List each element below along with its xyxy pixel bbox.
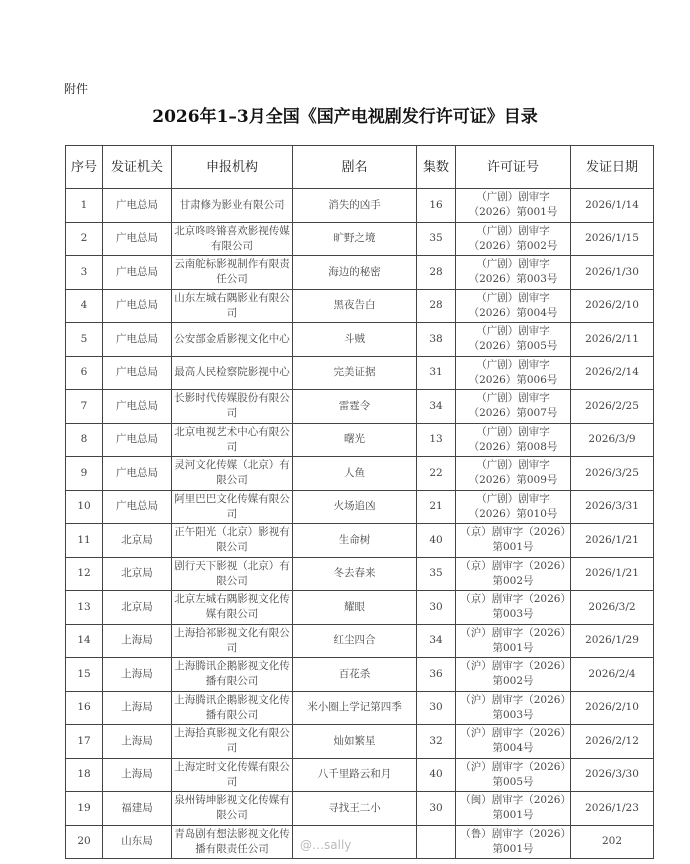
cell-issue-date: 2026/1/15 <box>571 222 654 256</box>
cell-license-number: （广剧）剧审字（2026）第008号 <box>456 423 571 457</box>
table-row <box>66 189 654 223</box>
cell-license-number: （广剧）剧审字（2026）第007号 <box>456 390 571 424</box>
cell-issue-date: 2026/2/4 <box>571 658 654 692</box>
cell-license-number: （广剧）剧审字（2026）第001号 <box>456 189 571 223</box>
cell-drama-title: 耀眼 <box>293 591 417 625</box>
cell-index: 5 <box>66 323 103 357</box>
cell-issuer: 广电总局 <box>103 356 172 390</box>
table-row <box>66 524 654 558</box>
cell-license-number: （闽）剧审字（2026）第001号 <box>456 792 571 826</box>
cell-index: 10 <box>66 490 103 524</box>
cell-index: 8 <box>66 423 103 457</box>
cell-episodes: 38 <box>417 323 456 357</box>
cell-issuer: 上海局 <box>103 624 172 658</box>
cell-issuer: 广电总局 <box>103 222 172 256</box>
cell-issuer: 广电总局 <box>103 390 172 424</box>
cell-episodes: 30 <box>417 591 456 625</box>
cell-episodes: 28 <box>417 289 456 323</box>
cell-license-number: （京）剧审字（2026）第003号 <box>456 591 571 625</box>
cell-license-number: （广剧）剧审字（2026）第002号 <box>456 222 571 256</box>
cell-drama-title: 百花杀 <box>293 658 417 692</box>
cell-drama-title: 完美证据 <box>293 356 417 390</box>
cell-episodes: 13 <box>417 423 456 457</box>
cell-issue-date: 2026/2/10 <box>571 289 654 323</box>
cell-episodes: 28 <box>417 256 456 290</box>
cell-drama-title: 旷野之境 <box>293 222 417 256</box>
table-row <box>66 758 654 792</box>
table-row <box>66 390 654 424</box>
cell-applicant: 青岛剧有想法影视文化传播有限责任公司 <box>172 825 293 859</box>
cell-issue-date: 202 <box>571 825 654 859</box>
header-index: 序号 <box>66 146 103 189</box>
cell-episodes: 35 <box>417 557 456 591</box>
cell-index: 13 <box>66 591 103 625</box>
cell-index: 16 <box>66 691 103 725</box>
table-row <box>66 825 654 859</box>
cell-applicant: 北京咚咚锵喜欢影视传媒有限公司 <box>172 222 293 256</box>
cell-issue-date: 2026/1/21 <box>571 524 654 558</box>
cell-issue-date: 2026/2/11 <box>571 323 654 357</box>
table-row <box>66 490 654 524</box>
cell-license-number: （广剧）剧审字（2026）第004号 <box>456 289 571 323</box>
cell-index: 15 <box>66 658 103 692</box>
cell-index: 6 <box>66 356 103 390</box>
table-row <box>66 725 654 759</box>
table-row <box>66 624 654 658</box>
cell-index: 4 <box>66 289 103 323</box>
cell-applicant: 上海腾讯企鹅影视文化传播有限公司 <box>172 658 293 692</box>
license-table <box>65 145 654 859</box>
table-row <box>66 222 654 256</box>
cell-license-number: （广剧）剧审字（2026）第010号 <box>456 490 571 524</box>
cell-episodes: 16 <box>417 189 456 223</box>
cell-issuer: 广电总局 <box>103 289 172 323</box>
cell-applicant: 上海拾真影视文化有限公司 <box>172 725 293 759</box>
cell-license-number: （广剧）剧审字（2026）第005号 <box>456 323 571 357</box>
cell-issuer: 上海局 <box>103 725 172 759</box>
cell-issuer: 福建局 <box>103 792 172 826</box>
cell-issuer: 上海局 <box>103 758 172 792</box>
cell-drama-title: 人鱼 <box>293 457 417 491</box>
cell-issue-date: 2026/3/30 <box>571 758 654 792</box>
cell-issue-date: 2026/3/2 <box>571 591 654 625</box>
header-issue-date: 发证日期 <box>571 146 654 189</box>
cell-license-number: （京）剧审字（2026）第001号 <box>456 524 571 558</box>
cell-episodes: 30 <box>417 792 456 826</box>
cell-issue-date: 2026/2/25 <box>571 390 654 424</box>
document-title: 2026年1–3月全国《国产电视剧发行许可证》目录 <box>152 107 538 127</box>
cell-drama-title: 米小圈上学记第四季 <box>293 691 417 725</box>
cell-issuer: 北京局 <box>103 524 172 558</box>
cell-index: 14 <box>66 624 103 658</box>
cell-drama-title: 寻找王二小 <box>293 792 417 826</box>
cell-issuer: 广电总局 <box>103 490 172 524</box>
cell-license-number: （沪）剧审字（2026）第004号 <box>456 725 571 759</box>
cell-license-number: （鲁）剧审字（2026）第001号 <box>456 825 571 859</box>
cell-episodes: 35 <box>417 222 456 256</box>
cell-index: 18 <box>66 758 103 792</box>
cell-index: 11 <box>66 524 103 558</box>
cell-index: 12 <box>66 557 103 591</box>
cell-license-number: （广剧）剧审字（2026）第006号 <box>456 356 571 390</box>
cell-index: 1 <box>66 189 103 223</box>
cell-issuer: 北京局 <box>103 557 172 591</box>
cell-issuer: 广电总局 <box>103 189 172 223</box>
cell-drama-title: 生命树 <box>293 524 417 558</box>
cell-issue-date: 2026/2/14 <box>571 356 654 390</box>
cell-drama-title: 消失的凶手 <box>293 189 417 223</box>
attachment-label: 附件 <box>64 82 89 96</box>
cell-index: 2 <box>66 222 103 256</box>
cell-episodes: 36 <box>417 658 456 692</box>
cell-issuer: 山东局 <box>103 825 172 859</box>
cell-applicant: 正午阳光（北京）影视有限公司 <box>172 524 293 558</box>
cell-episodes: 32 <box>417 725 456 759</box>
cell-episodes: 22 <box>417 457 456 491</box>
cell-issue-date: 2026/1/21 <box>571 557 654 591</box>
table-row <box>66 691 654 725</box>
cell-issue-date: 2026/3/25 <box>571 457 654 491</box>
table-row <box>66 289 654 323</box>
table-row <box>66 323 654 357</box>
cell-index: 9 <box>66 457 103 491</box>
table-row <box>66 792 654 826</box>
header-license-number: 许可证号 <box>456 146 571 189</box>
cell-applicant: 上海定时文化传媒有限公司 <box>172 758 293 792</box>
cell-drama-title: 八千里路云和月 <box>293 758 417 792</box>
cell-drama-title: 黑夜告白 <box>293 289 417 323</box>
cell-drama-title: 红尘四合 <box>293 624 417 658</box>
cell-issuer: 广电总局 <box>103 256 172 290</box>
table-row <box>66 256 654 290</box>
cell-applicant: 山东左城右隅影业有限公司 <box>172 289 293 323</box>
cell-license-number: （沪）剧审字（2026）第005号 <box>456 758 571 792</box>
cell-issuer: 上海局 <box>103 658 172 692</box>
cell-drama-title: 冬去春来 <box>293 557 417 591</box>
cell-issuer: 广电总局 <box>103 323 172 357</box>
cell-applicant: 北京左城右隅影视文化传媒有限公司 <box>172 591 293 625</box>
header-issuer: 发证机关 <box>103 146 172 189</box>
cell-applicant: 甘肃修为影业有限公司 <box>172 189 293 223</box>
cell-episodes: 30 <box>417 691 456 725</box>
cell-index: 17 <box>66 725 103 759</box>
cell-episodes: 34 <box>417 624 456 658</box>
header-applicant: 申报机构 <box>172 146 293 189</box>
table-row <box>66 557 654 591</box>
cell-applicant: 公安部金盾影视文化中心 <box>172 323 293 357</box>
cell-drama-title: 火场追凶 <box>293 490 417 524</box>
cell-issue-date: 2026/3/9 <box>571 423 654 457</box>
table-header-row <box>66 146 654 189</box>
header-drama-title: 剧名 <box>293 146 417 189</box>
cell-issuer: 北京局 <box>103 591 172 625</box>
cell-applicant: 泉州铸坤影视文化传媒有限公司 <box>172 792 293 826</box>
cell-episodes: 40 <box>417 758 456 792</box>
cell-applicant: 阿里巴巴文化传媒有限公司 <box>172 490 293 524</box>
cell-license-number: （广剧）剧审字（2026）第009号 <box>456 457 571 491</box>
cell-episodes: 34 <box>417 390 456 424</box>
cell-episodes: 21 <box>417 490 456 524</box>
cell-license-number: （广剧）剧审字（2026）第003号 <box>456 256 571 290</box>
cell-license-number: （沪）剧审字（2026）第003号 <box>456 691 571 725</box>
cell-drama-title: 雷霆令 <box>293 390 417 424</box>
cell-issuer: 广电总局 <box>103 457 172 491</box>
cell-issue-date: 2026/3/31 <box>571 490 654 524</box>
cell-index: 7 <box>66 390 103 424</box>
header-episodes: 集数 <box>417 146 456 189</box>
cell-issue-date: 2026/1/23 <box>571 792 654 826</box>
cell-license-number: （沪）剧审字（2026）第002号 <box>456 658 571 692</box>
cell-issuer: 广电总局 <box>103 423 172 457</box>
cell-applicant: 上海腾讯企鹅影视文化传播有限公司 <box>172 691 293 725</box>
table-row <box>66 658 654 692</box>
cell-episodes: 40 <box>417 524 456 558</box>
cell-issue-date: 2026/2/10 <box>571 691 654 725</box>
cell-drama-title: 灿如繁星 <box>293 725 417 759</box>
watermark: @…sally <box>300 838 352 852</box>
cell-index: 3 <box>66 256 103 290</box>
cell-issue-date: 2026/1/30 <box>571 256 654 290</box>
table-row <box>66 423 654 457</box>
cell-applicant: 上海拾祁影视文化有限公司 <box>172 624 293 658</box>
table-row <box>66 356 654 390</box>
cell-issue-date: 2026/1/14 <box>571 189 654 223</box>
cell-issue-date: 2026/1/29 <box>571 624 654 658</box>
cell-drama-title: 曙光 <box>293 423 417 457</box>
cell-applicant: 灵河文化传媒（北京）有限公司 <box>172 457 293 491</box>
table-row <box>66 457 654 491</box>
cell-applicant: 剧行天下影视（北京）有限公司 <box>172 557 293 591</box>
cell-applicant: 最高人民检察院影视中心 <box>172 356 293 390</box>
cell-episodes <box>417 825 456 859</box>
table-row <box>66 591 654 625</box>
cell-license-number: （京）剧审字（2026）第002号 <box>456 557 571 591</box>
cell-drama-title: 斗贼 <box>293 323 417 357</box>
cell-index: 20 <box>66 825 103 859</box>
cell-issue-date: 2026/2/12 <box>571 725 654 759</box>
cell-index: 19 <box>66 792 103 826</box>
cell-applicant: 北京电视艺术中心有限公司 <box>172 423 293 457</box>
cell-applicant: 长影时代传媒股份有限公司 <box>172 390 293 424</box>
cell-applicant: 云南舵标影视制作有限责任公司 <box>172 256 293 290</box>
cell-episodes: 31 <box>417 356 456 390</box>
cell-license-number: （沪）剧审字（2026）第001号 <box>456 624 571 658</box>
cell-issuer: 上海局 <box>103 691 172 725</box>
cell-drama-title: 海边的秘密 <box>293 256 417 290</box>
